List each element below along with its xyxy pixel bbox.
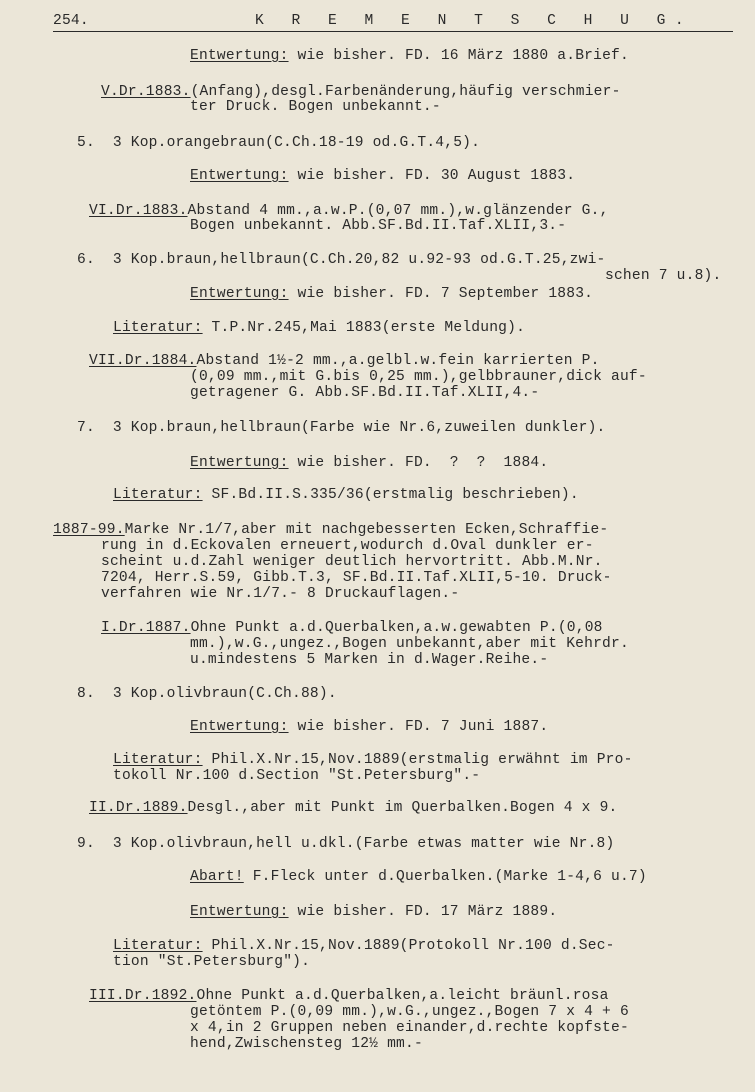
text: F.Fleck unter d.Querbalken.(Marke 1-4,6 u.7): [243, 869, 647, 885]
section-line-cont: scheint u.d.Zahl weniger deutlich hervortritt. Abb.M.Nr.: [101, 554, 603, 570]
label: II.Dr.1889.: [89, 800, 188, 816]
text: (Anfang),desgl.Farbenänderung,häufig verschmier-: [190, 84, 621, 100]
druck-line: [89, 988, 609, 1004]
text: T.P.Nr.245,Mai 1883(erste Meldung).: [202, 320, 526, 336]
druck-line: [89, 353, 600, 369]
entwertung-line: [190, 719, 548, 735]
page-number: 254.: [53, 13, 89, 29]
text: Abstand 4 mm.,a.w.P.(0,07 mm.),w.glänzender G.,: [187, 203, 609, 219]
text: Desgl.,aber mit Punkt im Querbalken.Bogen 4 x 9.: [187, 800, 618, 816]
text: Abstand 1½-2 mm.,a.gelbl.w.fein karrierten P.: [196, 353, 600, 369]
header-rule: [53, 31, 733, 32]
druck-line-cont: x 4,in 2 Gruppen neben einander,d.rechte kopfste-: [190, 1020, 629, 1036]
druck-line-cont: ter Druck. Bogen unbekannt.-: [190, 99, 441, 115]
label: Literatur:: [113, 487, 203, 503]
section-line: [53, 522, 608, 538]
label: Entwertung:: [190, 719, 289, 735]
stamp-entry: 7. 3 Kop.braun,hellbraun(Farbe wie Nr.6,zuweilen dunkler).: [77, 420, 606, 436]
entwertung-line: [190, 455, 548, 471]
literatur-line-cont: tokoll Nr.100 d.Section "St.Petersburg".-: [113, 768, 481, 784]
label: VII.Dr.1884.: [89, 353, 197, 369]
literatur-line: [113, 938, 615, 954]
label: Entwertung:: [190, 904, 289, 920]
stamp-entry: 8. 3 Kop.olivbraun(C.Ch.88).: [77, 686, 337, 702]
text: wie bisher. FD. 7 Juni 1887.: [288, 719, 549, 735]
text: Phil.X.Nr.15,Nov.1889(Protokoll Nr.100 d.Sec-: [202, 938, 615, 954]
literatur-line: [113, 320, 525, 336]
literatur-line: [113, 487, 579, 503]
label: Entwertung:: [190, 168, 289, 184]
text: SF.Bd.II.S.335/36(erstmalig beschrieben).: [202, 487, 579, 503]
text: wie bisher. FD. 30 August 1883.: [288, 168, 576, 184]
label: V.Dr.1883.: [101, 84, 191, 100]
label: Abart!: [190, 869, 244, 885]
literatur-line: [113, 752, 633, 768]
druck-line: [89, 800, 618, 816]
label: Entwertung:: [190, 286, 289, 302]
druck-line-cont: (0,09 mm.,mit G.bis 0,25 mm.),gelbbrauner,dick auf-: [190, 369, 647, 385]
stamp-entry-cont: schen 7 u.8).: [605, 268, 722, 284]
section-line-cont: verfahren wie Nr.1/7.- 8 Druckauflagen.-: [101, 586, 460, 602]
text: Phil.X.Nr.15,Nov.1889(erstmalig erwähnt im Pro-: [202, 752, 633, 768]
label: Entwertung:: [190, 455, 289, 471]
literatur-line-cont: tion "St.Petersburg").: [113, 954, 311, 970]
label: III.Dr.1892.: [89, 988, 197, 1004]
abart-line: [190, 869, 647, 885]
text: wie bisher. FD. 16 März 1880 a.Brief.: [288, 48, 629, 64]
entwertung-line: [190, 168, 575, 184]
druck-line-cont: getöntem P.(0,09 mm.),w.G.,ungez.,Bogen 7 x 4 + 6: [190, 1004, 629, 1020]
label: Literatur:: [113, 752, 203, 768]
entwertung-line: [190, 904, 557, 920]
druck-line: [101, 620, 603, 636]
druck-line-cont: hend,Zwischensteg 12½ mm.-: [190, 1036, 423, 1052]
text: wie bisher. FD. 17 März 1889.: [288, 904, 558, 920]
druck-line-cont: u.mindestens 5 Marken in d.Wager.Reihe.-: [190, 652, 549, 668]
stamp-entry: 5. 3 Kop.orangebraun(C.Ch.18-19 od.G.T.4,5).: [77, 135, 481, 151]
druck-line: [101, 84, 621, 100]
stamp-entry: 6. 3 Kop.braun,hellbraun(C.Ch.20,82 u.92-93 od.G.T.25,zwi-: [77, 252, 606, 268]
label: Literatur:: [113, 320, 203, 336]
text: Ohne Punkt a.d.Querbalken,a.w.gewabten P.(0,08: [190, 620, 603, 636]
druck-line: [89, 203, 609, 219]
label: Literatur:: [113, 938, 203, 954]
entwertung-line: [190, 286, 593, 302]
text: Marke Nr.1/7,aber mit nachgebesserten Ecken,Schraffie-: [124, 522, 609, 538]
label: VI.Dr.1883.: [89, 203, 188, 219]
druck-line-cont: getragener G. Abb.SF.Bd.II.Taf.XLII,4.-: [190, 385, 540, 401]
label: 1887-99.: [53, 522, 125, 538]
section-line-cont: rung in d.Eckovalen erneuert,wodurch d.Oval dunkler er-: [101, 538, 594, 554]
druck-line-cont: Bogen unbekannt. Abb.SF.Bd.II.Taf.XLII,3.-: [190, 218, 567, 234]
druck-line-cont: mm.),w.G.,ungez.,Bogen unbekannt,aber mit Kehrdr.: [190, 636, 629, 652]
stamp-entry: 9. 3 Kop.olivbraun,hell u.dkl.(Farbe etwas matter wie Nr.8): [77, 836, 615, 852]
label: I.Dr.1887.: [101, 620, 191, 636]
text: Ohne Punkt a.d.Querbalken,a.leicht bräunl.rosa: [196, 988, 609, 1004]
page-title: K R E M E N T S C H U G.: [255, 13, 694, 29]
text: wie bisher. FD. ? ? 1884.: [288, 455, 549, 471]
text: wie bisher. FD. 7 September 1883.: [288, 286, 594, 302]
label: Entwertung:: [190, 48, 289, 64]
entwertung-line: [190, 48, 629, 64]
section-line-cont: 7204, Herr.S.59, Gibb.T.3, SF.Bd.II.Taf.XLII,5-10. Druck-: [101, 570, 612, 586]
